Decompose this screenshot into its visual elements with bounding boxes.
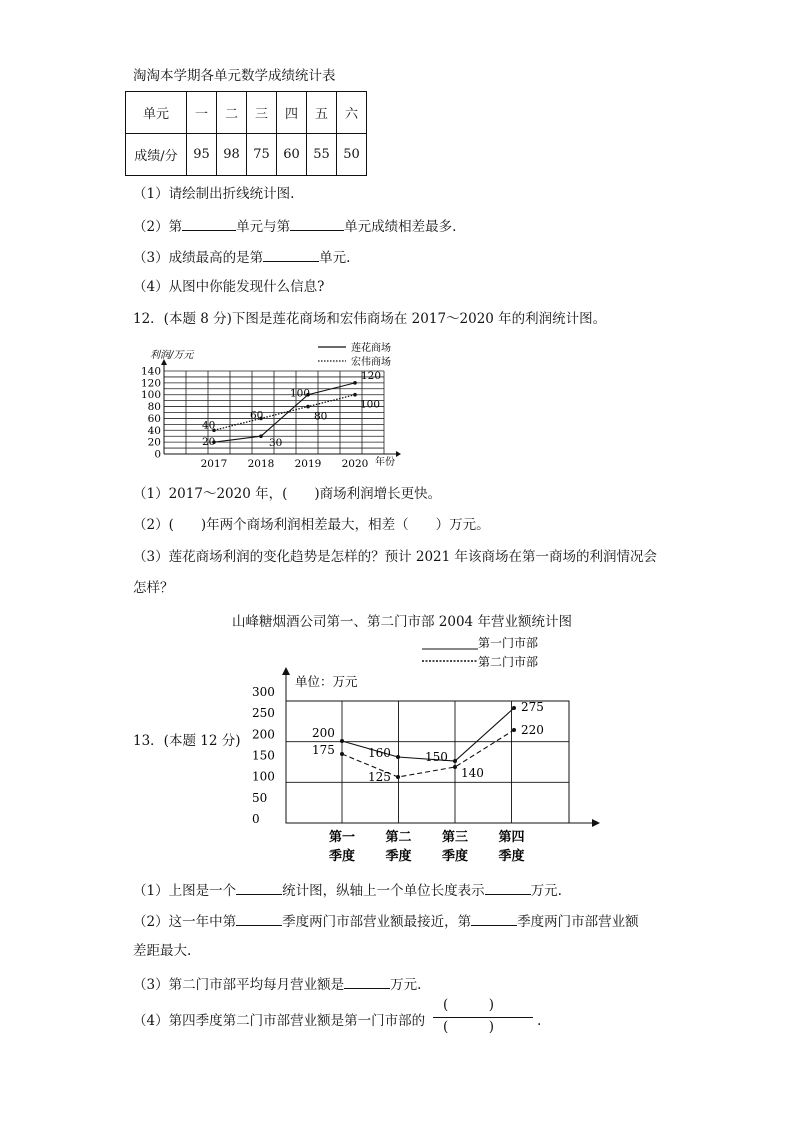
answer-blank[interactable]: [485, 880, 531, 895]
y-tick-label: 120: [140, 377, 161, 390]
x-tick-label: 季度: [498, 849, 525, 864]
y-tick-label: 0: [154, 448, 161, 461]
q13-part1-text: 统计图，纵轴上一个单位长度表示: [282, 883, 485, 899]
y-tick-label: 60: [147, 412, 161, 425]
unit-cell: 三: [247, 92, 277, 134]
y-tick-label: 100: [252, 769, 275, 784]
data-point: [453, 765, 457, 769]
y-tick-label: 250: [252, 706, 275, 721]
x-tick-label: 季度: [385, 849, 412, 864]
x-tick-label: 2018: [247, 458, 275, 470]
answer-blank[interactable]: [236, 911, 282, 926]
answer-blank[interactable]: [182, 216, 236, 231]
y-axis-label: 利润/万元: [150, 350, 194, 361]
q11-part2: [133, 216, 456, 236]
q11-part2-text: 单元与第: [236, 219, 291, 235]
y-tick-label: 80: [147, 401, 161, 414]
q13-part2-text: 季度两门市部营业额: [517, 914, 639, 930]
data-point: [512, 728, 516, 732]
q12-part1: （1）2017～2020 年，( )商场利润增长更快。: [133, 486, 442, 502]
q13-part2-text: 季度两门市部营业额最接近，第: [282, 914, 472, 930]
q13-part1: [133, 880, 562, 900]
table-row-label: 单元: [126, 92, 187, 134]
q11-part2-text: 单元成绩相差最多.: [344, 219, 457, 235]
data-point: [396, 755, 400, 759]
x-tick-label: 第二: [385, 830, 412, 845]
table-row: [126, 134, 367, 176]
q13-label: 13．(本题 12 分): [133, 733, 241, 749]
x-axis-arrow: [592, 819, 600, 827]
data-label: 100: [360, 398, 381, 411]
data-label: 200: [312, 726, 335, 740]
data-point: [259, 434, 263, 438]
chart-title: 山峰糖烟酒公司第一、第二门市部 2004 年营业额统计图: [232, 614, 572, 630]
unit-label: 单位：万元: [295, 674, 358, 689]
data-label: 175: [312, 743, 335, 757]
score-cell: 98: [217, 134, 247, 176]
sales-line-chart: [240, 633, 620, 873]
legend-entry: 莲花商场: [351, 343, 391, 354]
table-title: 淘淘本学期各单元数学成绩统计表: [133, 68, 336, 84]
x-tick-label: 第一: [328, 830, 356, 845]
fraction-blank[interactable]: [433, 996, 533, 1036]
data-point: [306, 405, 310, 409]
data-label: 120: [361, 369, 382, 382]
q12-part3-cont: 怎样？: [133, 580, 174, 596]
data-label: 125: [368, 770, 391, 784]
score-cell: 60: [277, 134, 307, 176]
score-cell: 75: [247, 134, 277, 176]
x-axis-label: 年份: [375, 457, 395, 468]
unit-cell: 五: [307, 92, 337, 134]
q13-part4-end: .: [537, 1013, 542, 1029]
score-cell: 55: [307, 134, 337, 176]
unit-cell: 一: [187, 92, 217, 134]
y-tick-label: 40: [147, 424, 161, 437]
answer-blank[interactable]: [236, 880, 282, 895]
y-tick-label: 150: [252, 748, 275, 763]
score-table: [125, 91, 367, 176]
x-tick-label: 季度: [441, 849, 469, 864]
q11-part3-text: （3）成绩最高的是第: [133, 250, 264, 266]
answer-blank[interactable]: [290, 216, 344, 231]
q13-part2-cont: 差距最大.: [133, 943, 192, 959]
table-row-label: 成绩/分: [126, 134, 187, 176]
answer-blank[interactable]: [263, 247, 319, 262]
q12-part2: （2）( )年两个商场利润相差最大，相差（ ）万元。: [133, 517, 490, 533]
unit-cell: 二: [217, 92, 247, 134]
legend-entry: 宏伟商场: [351, 357, 391, 368]
unit-cell: 四: [277, 92, 307, 134]
y-tick-label: 50: [252, 790, 268, 805]
x-tick-label: 第四: [498, 830, 525, 845]
answer-blank[interactable]: [344, 974, 390, 989]
y-tick-label: 0: [252, 812, 260, 826]
q13-part2: [133, 911, 639, 931]
q13-part4: （4）第四季度第二门市部营业额是第一门市部的: [133, 1013, 426, 1029]
q13-part3-text: （3）第二门市部平均每月营业额是: [133, 977, 345, 993]
q11-part2-text: （2）第: [133, 219, 183, 235]
q11-part1: （1）请绘制出折线统计图.: [133, 186, 295, 202]
answer-blank[interactable]: [471, 911, 517, 926]
q11-part3-text: 单元.: [319, 250, 351, 266]
q11-part4: （4）从图中你能发现什么信息?: [133, 279, 325, 295]
score-cell: 95: [187, 134, 217, 176]
data-label: 100: [290, 387, 311, 400]
data-point: [396, 775, 400, 779]
unit-cell: 六: [337, 92, 367, 134]
table-row: [126, 92, 367, 134]
data-label: 80: [314, 410, 328, 423]
y-tick-label: 140: [140, 365, 161, 378]
data-label: 20: [202, 436, 216, 449]
q11-part3: [133, 247, 350, 267]
data-label: 220: [521, 723, 544, 737]
x-tick-label: 2020: [341, 458, 369, 470]
x-tick-label: 2019: [294, 458, 322, 470]
y-tick-label: 300: [252, 685, 275, 699]
x-tick-label: 季度: [328, 849, 356, 864]
q13-part3: [133, 974, 421, 994]
q13-part3-text: 万元.: [390, 977, 422, 993]
fraction-numerator: ( ): [443, 997, 495, 1013]
y-tick-label: 200: [252, 727, 275, 742]
y-tick-label: 20: [147, 436, 161, 449]
x-axis-arrow: [396, 451, 401, 457]
y-tick-label: 100: [140, 389, 161, 402]
data-point: [512, 706, 516, 710]
q12-part3: （3）莲花商场利润的变化趋势是怎样的？预计 2021 年该商场在第一商场的利润情况会: [133, 549, 658, 565]
legend-entry: 第二门市部: [478, 655, 539, 669]
x-tick-label: 第三: [441, 830, 469, 845]
data-label: 160: [368, 746, 391, 760]
q13-part2-text: （2）这一年中第: [133, 914, 237, 930]
q13-part1-text: 万元.: [530, 883, 562, 899]
data-point: [353, 381, 357, 385]
data-point: [340, 739, 344, 743]
data-label: 60: [250, 409, 264, 422]
score-cell: 50: [337, 134, 367, 176]
data-point: [453, 759, 457, 763]
data-point: [340, 752, 344, 756]
q12-intro: 12．(本题 8 分)下图是莲花商场和宏伟商场在 2017～2020 年的利润统计图。: [133, 311, 607, 327]
chart-series: [340, 706, 516, 779]
data-label: 40: [202, 419, 216, 432]
data-label: 30: [269, 437, 283, 450]
fraction-denominator: ( ): [443, 1019, 495, 1035]
data-label: 140: [461, 766, 484, 780]
x-tick-label: 2017: [200, 458, 228, 470]
y-axis-arrow: [282, 667, 290, 675]
chart-labels: [252, 685, 544, 864]
legend-entry: 第一门市部: [478, 636, 539, 650]
q13-part1-text: （1）上图是一个: [133, 883, 237, 899]
profit-line-chart: [140, 334, 410, 476]
data-label: 150: [425, 750, 448, 764]
data-point: [353, 393, 357, 397]
data-label: 275: [521, 700, 544, 714]
